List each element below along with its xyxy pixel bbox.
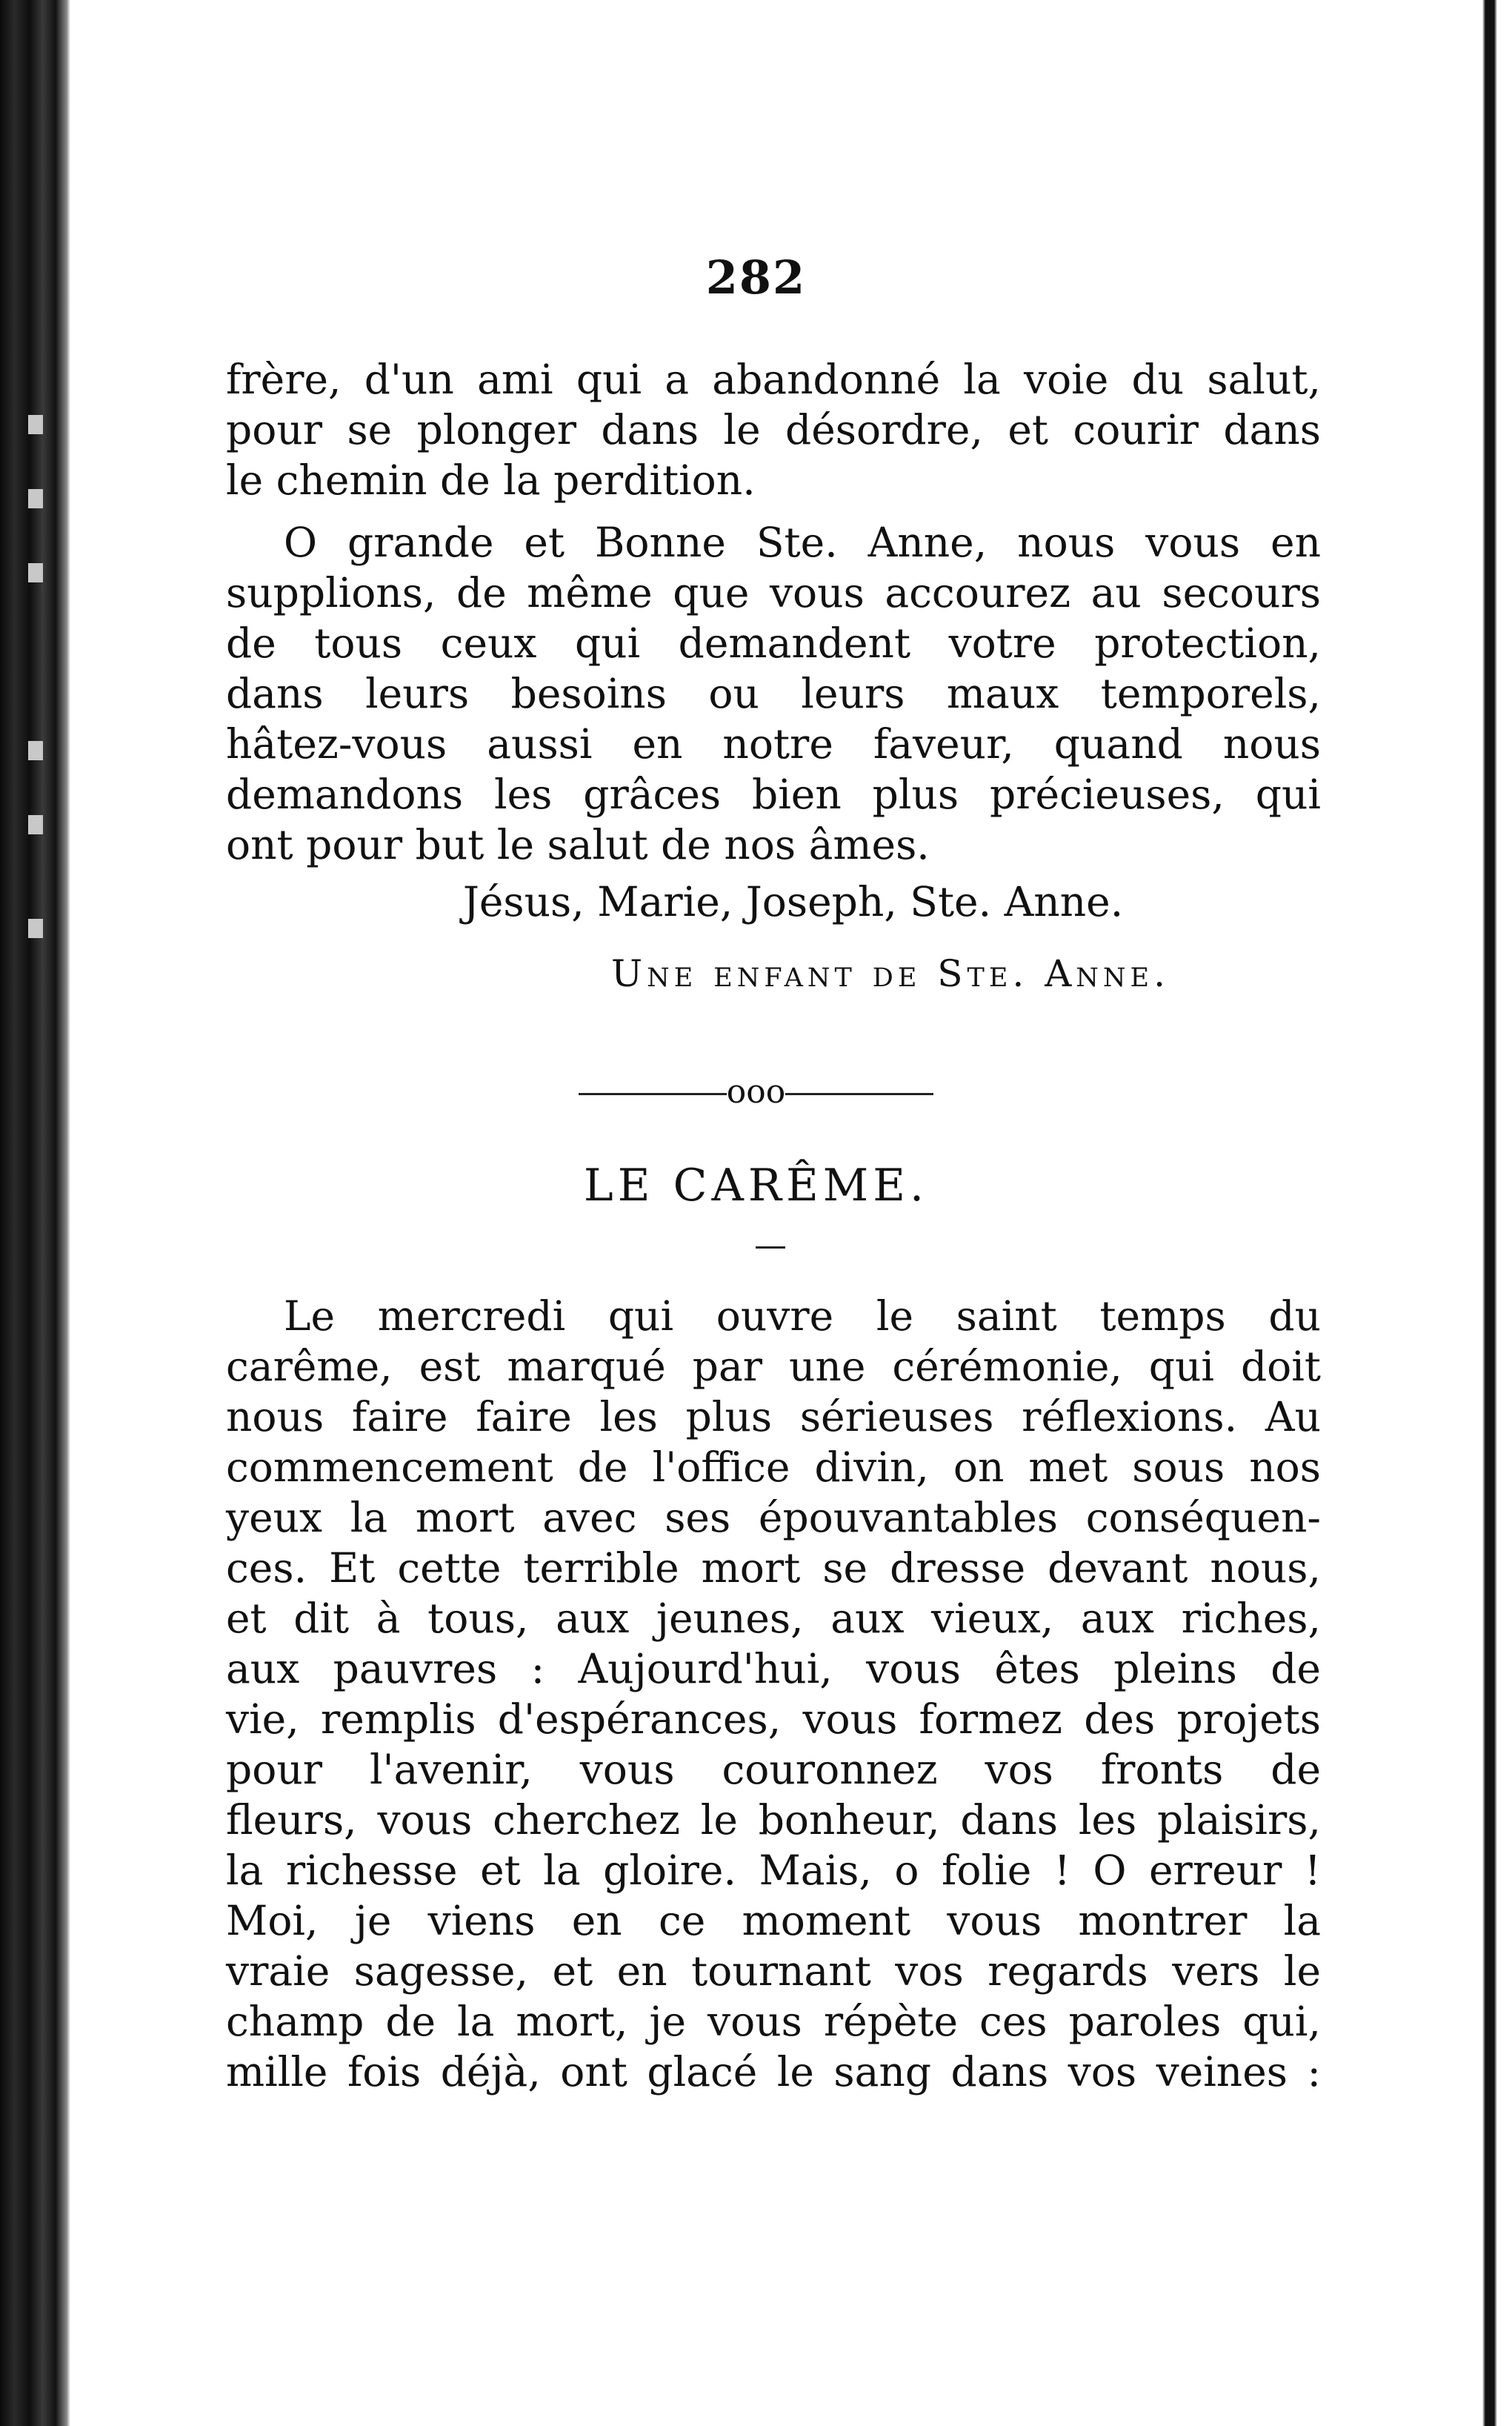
- signature: Une enfant de Ste. Anne.: [611, 952, 1170, 995]
- text-line: nous faire faire les plus sérieuses réflexions. Au: [226, 1393, 1321, 1440]
- text-line: pour l'avenir, vous couronnez vos fronts de: [226, 1746, 1321, 1793]
- paragraph-prayer: [226, 517, 1321, 870]
- text-line: supplions, de même que vous accourez au secours: [226, 569, 1321, 617]
- separator-text: ooo: [726, 1073, 786, 1111]
- text-line: la richesse et la gloire. Mais, o folie ! O erreur !: [226, 1847, 1321, 1894]
- text-line: vraie sagesse, et en tournant vos regards vers le: [226, 1947, 1321, 1995]
- book-spine-shadow: [0, 0, 70, 2426]
- text-line: frère, d'un ami qui a abandonné la voie du salut,: [226, 356, 1321, 403]
- heading-rule: [756, 1246, 785, 1249]
- section-separator: [0, 1073, 1512, 1111]
- text-line: pour se plonger dans le désordre, et courir dans: [226, 406, 1321, 453]
- spine-mark: [28, 415, 43, 434]
- spine-mark: [28, 741, 43, 760]
- paragraph-careme: [226, 1291, 1321, 2097]
- spine-mark: [28, 815, 43, 834]
- section-title: LE CARÊME.: [583, 1160, 929, 1212]
- text-line: O grande et Bonne Ste. Anne, nous vous en: [284, 519, 1321, 566]
- text-line: carême, est marqué par une cérémonie, qui doit: [226, 1343, 1321, 1390]
- paragraph-continuation: [226, 354, 1321, 505]
- text-line: dans leurs besoins ou leurs maux temporels,: [226, 670, 1321, 717]
- text-line: vie, remplis d'espérances, vous formez des projets: [226, 1695, 1321, 1743]
- text-line: Le mercredi qui ouvre le saint temps du: [284, 1292, 1321, 1340]
- spine-mark: [28, 563, 43, 582]
- text-line: ont pour but le salut de nos âmes.: [226, 821, 930, 868]
- text-line: champ de la mort, je vous répète ces paroles qui,: [226, 1998, 1321, 2045]
- separator-rule: [579, 1093, 727, 1095]
- page-number: 282: [705, 250, 807, 305]
- text-line: et dit à tous, aux jeunes, aux vieux, aux riches,: [226, 1595, 1321, 1642]
- text-line: ces. Et cette terrible mort se dresse devant nous,: [226, 1544, 1321, 1592]
- separator-rule: [785, 1093, 933, 1095]
- text-line: Moi, je viens en ce moment vous montrer la: [226, 1897, 1321, 1944]
- text-line: hâtez-vous aussi en notre faveur, quand nous: [226, 720, 1321, 768]
- closing-invocation: Jésus, Marie, Joseph, Ste. Anne.: [462, 878, 1124, 925]
- text-line: mille fois déjà, ont glacé le sang dans vos veines :: [226, 2048, 1321, 2096]
- text-line: commencement de l'office divin, on met sous nos: [226, 1443, 1321, 1491]
- spine-mark: [28, 489, 43, 508]
- text-line: demandons les grâces bien plus précieuses, qui: [226, 771, 1321, 818]
- text-line: aux pauvres : Aujourd'hui, vous êtes pleins de: [226, 1645, 1321, 1692]
- text-line: de tous ceux qui demandent votre protection,: [226, 619, 1321, 667]
- text-line: fleurs, vous cherchez le bonheur, dans les plaisirs,: [226, 1796, 1321, 1844]
- page-edge-shadow: [1475, 0, 1512, 2426]
- text-line: le chemin de la perdition.: [226, 456, 756, 504]
- text-line: yeux la mort avec ses épouvantables conséquen-: [226, 1494, 1321, 1541]
